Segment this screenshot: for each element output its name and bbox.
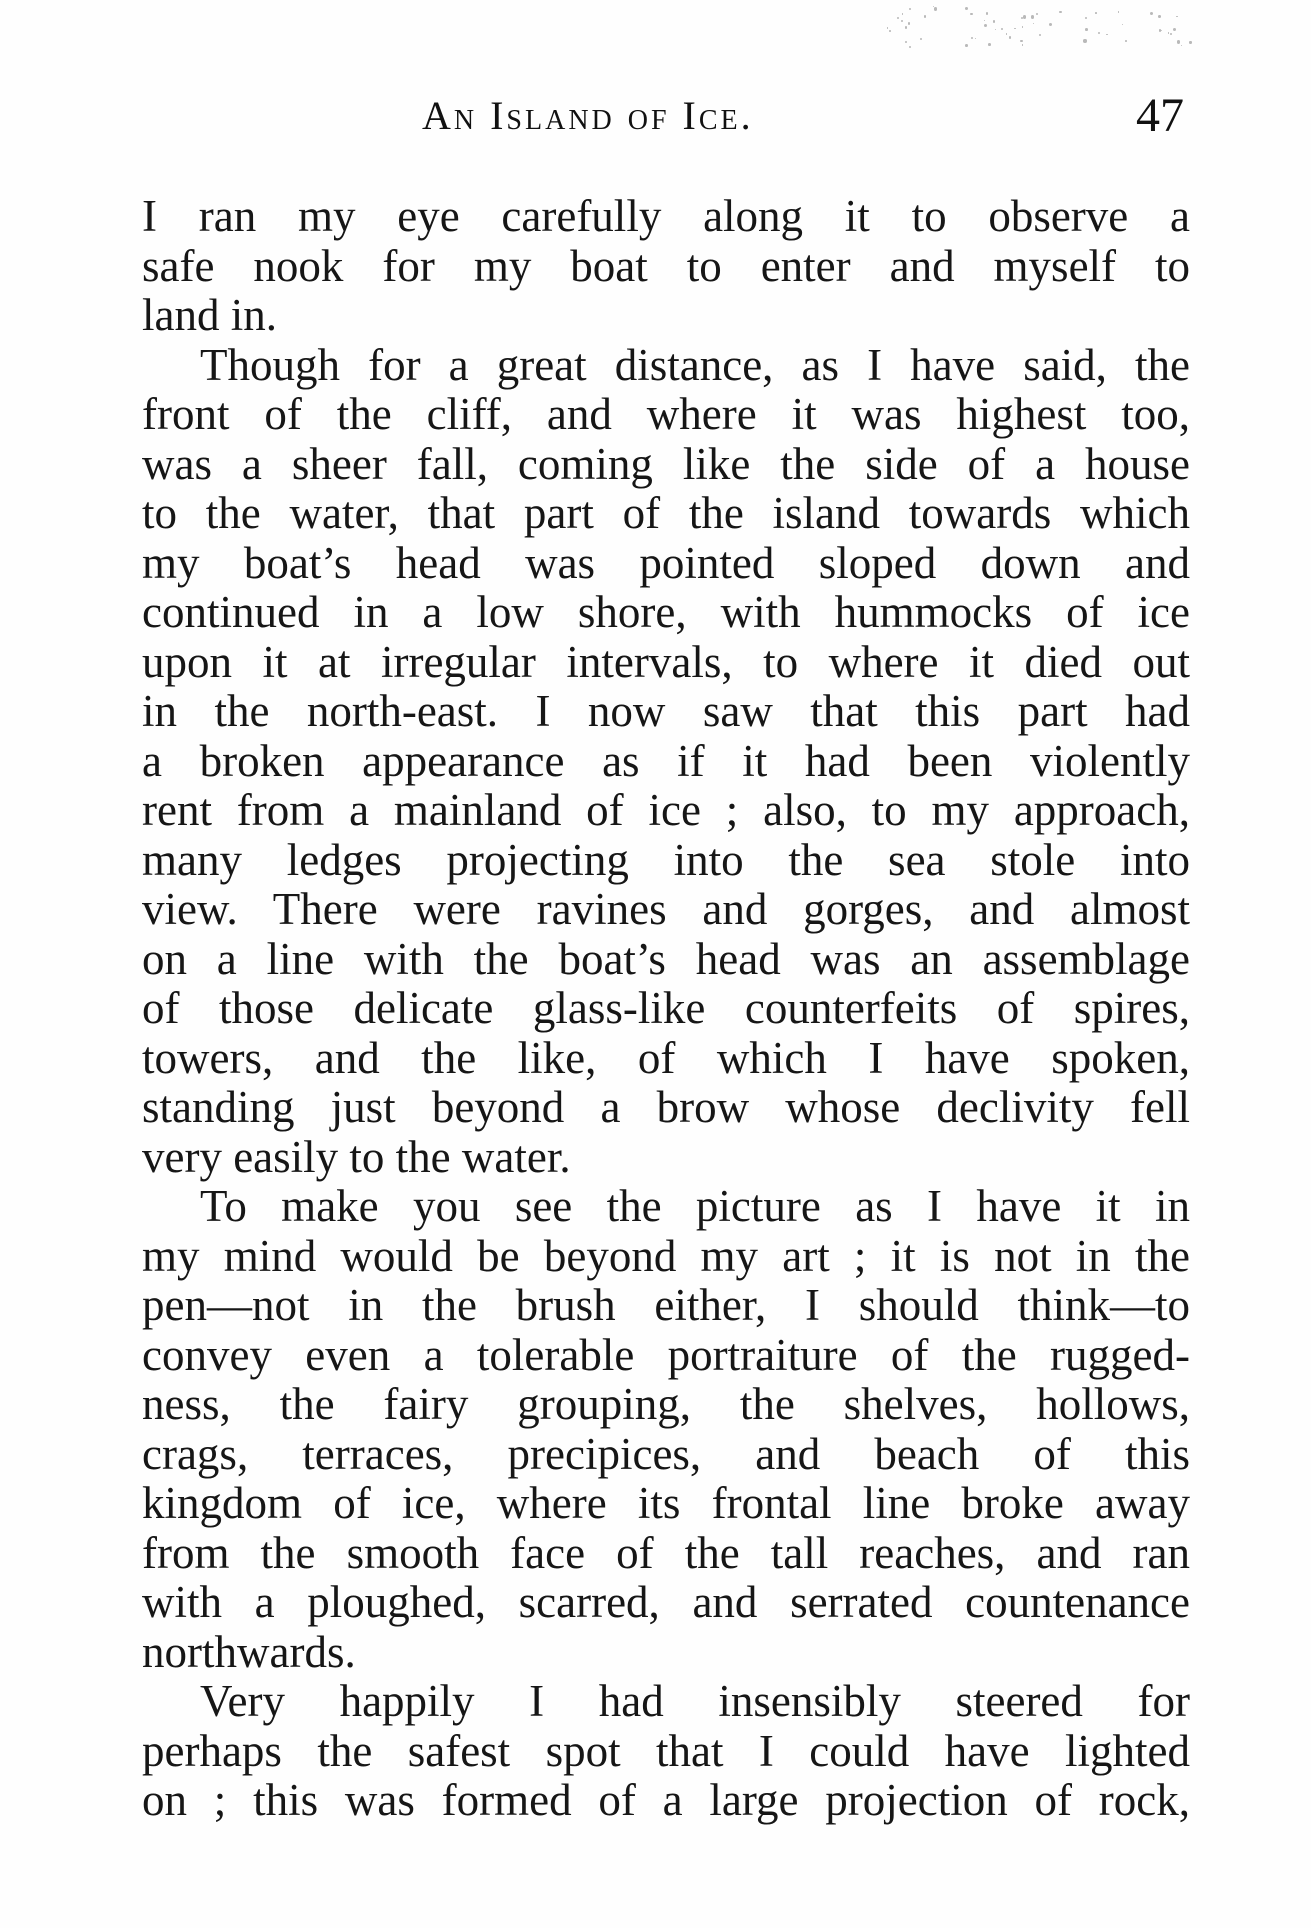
paper-speck xyxy=(887,27,888,28)
text-line: my mind would be beyond my art ; it is not in the xyxy=(142,1230,1190,1281)
text-line: land in. xyxy=(142,290,277,340)
paper-speck xyxy=(1177,40,1180,43)
paper-specks-decoration xyxy=(880,6,1210,50)
paper-speck xyxy=(1118,11,1120,13)
paper-speck xyxy=(984,24,987,27)
paper-speck xyxy=(1022,44,1023,45)
text-line: ness, the fairy grouping, the shelves, hollows, xyxy=(142,1379,1190,1429)
text-line: view. There were ravines and gorges, and almost xyxy=(142,884,1190,934)
paper-speck xyxy=(1095,12,1097,14)
paper-speck xyxy=(1033,23,1034,24)
paper-speck xyxy=(971,37,973,39)
paper-speck xyxy=(1176,16,1177,17)
page-header xyxy=(140,86,1190,156)
paper-speck xyxy=(1098,32,1100,34)
page-number: 47 xyxy=(1136,89,1184,142)
paper-speck xyxy=(1020,40,1022,42)
paper-speck xyxy=(1085,17,1088,20)
paper-speck xyxy=(1161,30,1162,31)
paper-speck xyxy=(1106,34,1107,35)
text-line: was a sheer fall, coming like the side of a house xyxy=(142,438,1190,489)
paper-speck xyxy=(1059,11,1061,13)
paper-speck xyxy=(986,12,988,14)
paper-speck xyxy=(1022,26,1024,28)
paper-speck xyxy=(1189,41,1191,43)
text-line: very easily to the water. xyxy=(142,1131,571,1182)
running-title: An Island of Ice. xyxy=(422,93,754,138)
paper-speck xyxy=(1085,28,1088,31)
text-line: pen—not in the brush either, I should think—to xyxy=(142,1280,1190,1330)
text-line: my boat’s head was pointed sloped down and xyxy=(142,537,1190,588)
paper-speck xyxy=(984,20,985,21)
paper-speck xyxy=(1031,15,1034,18)
paper-speck xyxy=(889,30,891,32)
paper-speck xyxy=(902,13,903,14)
paper-speck xyxy=(920,38,922,40)
paper-speck xyxy=(1001,28,1003,30)
paper-speck xyxy=(1014,28,1015,29)
text-line: on a line with the boat’s head was an assemblage xyxy=(142,933,1190,984)
paper-speck xyxy=(995,29,996,30)
text-line: front of the cliff, and where it was highest too, xyxy=(142,389,1190,439)
text-line: kingdom of ice, where its frontal line broke away xyxy=(142,1478,1190,1528)
paper-speck xyxy=(1122,24,1123,25)
text-line: northwards. xyxy=(142,1626,356,1677)
text-line: convey even a tolerable portraiture of the rugged- xyxy=(142,1329,1190,1380)
text-line: to the water, that part of the island towards which xyxy=(142,488,1190,538)
paper-speck xyxy=(1159,29,1161,31)
paper-speck xyxy=(1150,12,1153,15)
text-line: in the north-east. I now saw that this part had xyxy=(142,686,1190,736)
text-line: rent from a mainland of ice ; also, to my approach, xyxy=(142,785,1190,835)
text-line: Though for a great distance, as I have said, the xyxy=(200,339,1190,390)
paper-speck xyxy=(934,7,937,10)
paper-speck xyxy=(970,13,973,16)
text-line: Very happily I had insensibly steered for xyxy=(200,1676,1190,1726)
text-line: safe nook for my boat to enter and myself to xyxy=(142,240,1190,291)
paper-speck xyxy=(1021,17,1023,19)
paper-speck xyxy=(975,38,977,40)
paper-speck xyxy=(1009,36,1012,39)
paper-speck xyxy=(901,20,903,22)
text-line: To make you see the picture as I have it in xyxy=(200,1181,1190,1231)
text-line: with a ploughed, scarred, and serrated countenance xyxy=(142,1577,1190,1627)
text-line: perhaps the safest spot that I could have lighted xyxy=(142,1725,1190,1776)
paper-speck xyxy=(1125,40,1127,42)
paper-speck xyxy=(909,46,911,48)
paper-speck xyxy=(1170,33,1172,35)
text-line: on ; this was formed of a large projection of rock, xyxy=(142,1775,1190,1825)
paper-speck xyxy=(1023,15,1026,18)
paper-speck xyxy=(965,44,968,47)
paper-speck xyxy=(1168,32,1169,33)
paper-speck xyxy=(1006,33,1008,35)
text-line: standing just beyond a brow whose declivity fell xyxy=(142,1082,1190,1132)
paper-speck xyxy=(1158,15,1161,18)
text-line: I ran my eye carefully along it to observe a xyxy=(142,191,1190,241)
text-line: many ledges projecting into the sea stole into xyxy=(142,834,1190,885)
paper-speck xyxy=(1036,13,1038,15)
paper-speck xyxy=(988,43,991,46)
paper-speck xyxy=(1039,34,1041,36)
text-line: towers, and the like, of which I have spoken, xyxy=(142,1032,1190,1083)
text-line: continued in a low shore, with hummocks of ice xyxy=(142,587,1190,637)
paper-speck xyxy=(905,26,908,29)
paper-speck xyxy=(1181,45,1182,46)
paper-speck xyxy=(1173,28,1176,31)
paper-speck xyxy=(908,22,911,25)
text-line: from the smooth face of the tall reaches, and ran xyxy=(142,1527,1190,1578)
paper-speck xyxy=(965,7,968,10)
text-line: upon it at irregular intervals, to where it died out xyxy=(142,636,1190,687)
paper-speck xyxy=(897,17,899,19)
paper-speck xyxy=(1083,39,1086,42)
paper-speck xyxy=(905,41,907,43)
paper-speck xyxy=(924,15,927,18)
text-line: a broken appearance as if it had been violently xyxy=(142,735,1190,786)
body-text xyxy=(142,192,1190,1826)
paper-speck xyxy=(993,20,996,23)
text-line: of those delicate glass-like counterfeits of spires, xyxy=(142,983,1190,1033)
text-line: crags, terraces, precipices, and beach of this xyxy=(142,1428,1190,1479)
paper-speck xyxy=(909,8,911,10)
paper-speck xyxy=(1049,23,1052,26)
